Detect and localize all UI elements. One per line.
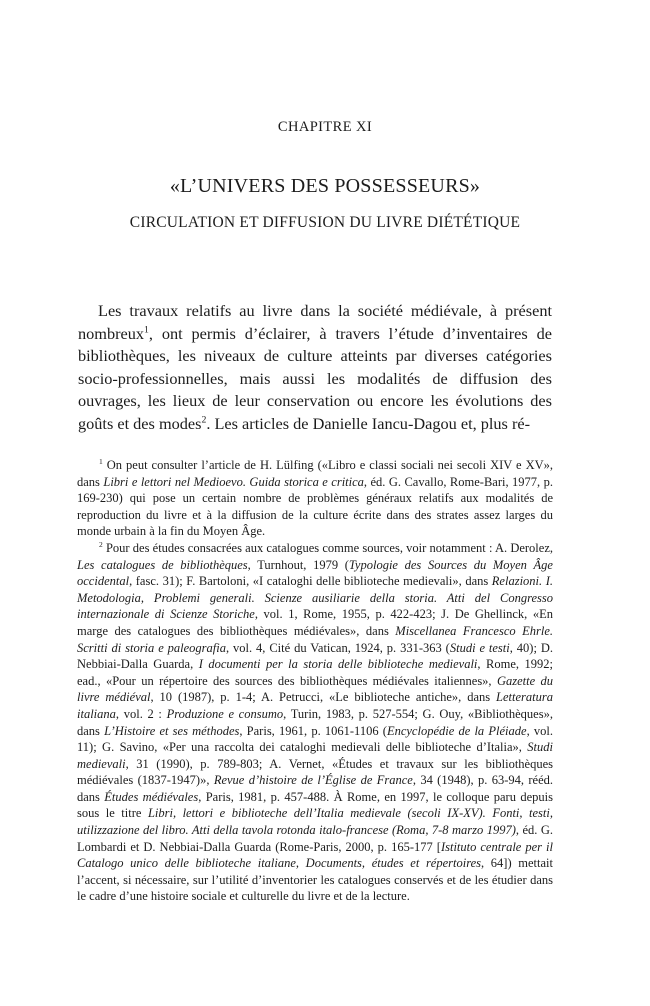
footnote-2-text: , Rome, 1992; ead., «Pour un répertoire des sources des bibliothèques médiévales italiennes», bbox=[77, 657, 553, 688]
footnote-2-text: , 40); D. Nebbiai-Dalla Guarda, bbox=[77, 640, 553, 672]
body-text-part-2: , ont permis d’éclairer, à travers l’étude d’inventaires de bibliothèques, les niveaux de culture atteints par diverses catégories socio-professionnelles, mais aussi les modalités de diffusion des ouvrages, les lieux de leur conservation ou encore les évolutions des goûts et des modes bbox=[78, 323, 552, 433]
footnote-2-title: Istituto centrale per il Catalogo unico delle biblioteche italiane, Documents, études et répertoires bbox=[77, 839, 554, 871]
footnote-2-title: I documenti per la storia delle biblioteche medievali bbox=[198, 657, 478, 672]
footnote-2-title: Revue d’histoire de l’Église de France bbox=[213, 773, 413, 788]
footnote-2-number: 2 bbox=[99, 539, 103, 549]
footnote-ref-1[interactable]: 1 bbox=[144, 324, 149, 336]
footnote-2-text: , vol. 11); G. Savino, «Per una raccolta dei cataloghi medievali delle biblioteche d’Italia», bbox=[77, 723, 553, 755]
footnote-2-text: , Paris, 1961, p. 1061-1106 ( bbox=[239, 723, 387, 738]
footnote-2-title: Produzione e consumo bbox=[166, 706, 284, 721]
footnote-2-text: , vol. 2 : bbox=[115, 706, 167, 721]
footnote-2-text: , 31 (1990), p. 789-803; A. Vernet, «Études et travaux sur les bibliothèques médiévales (1837-1947)», bbox=[77, 756, 553, 788]
footnote-2-title: Letteratura italiana bbox=[77, 690, 553, 721]
footnote-2-text: , vol. 1, Rome, 1955, p. 422-423; J. De Ghellinck, «En marge des catalogues des bibliothèques médiévales», dans bbox=[77, 607, 553, 638]
footnote-2-text: , vol. 4, Cité du Vatican, 1924, p. 331-363 ( bbox=[225, 640, 450, 655]
footnote-2-text: , 34 (1948), p. 63-94, rééd. dans bbox=[77, 773, 553, 804]
footnote-2-text: , Turin, 1983, p. 527-554; G. Ouy, «Bibliothèques», dans bbox=[77, 706, 553, 738]
chapter-subtitle: CIRCULATION ET DIFFUSION DU LIVRE DIÉTÉTIQUE bbox=[129, 214, 521, 231]
footnotes bbox=[77, 457, 553, 905]
footnote-2-title: Miscellanea Francesco Ehrle. Scritti di storia e paleografia bbox=[77, 623, 553, 655]
footnote-1-text-c: , éd. G. Cavallo, Rome-Bari, 1977, p. 169-230) qui pose un certain nombre de problèmes généraux relatifs aux modalités de reproduction du livre et à la diffusion de la culture écrite dans des strates assez larges du monde urbain à la fin du Moyen Âge. bbox=[77, 474, 553, 539]
body-text-part-3: . Les articles de Danielle Iancu-Dagou et, plus ré- bbox=[206, 413, 531, 433]
footnote-1-title: Libri e lettori nel Medioevo. Guida storica e critica bbox=[103, 474, 364, 489]
footnote-2-title: Studi e testi bbox=[449, 640, 510, 655]
footnote-2-text: , 64]) mettait l’accent, si nécessaire, sur l’utilité d’inventorier les catalogues conservés et de les étudier dans le cadre d’une histoire sociale et culturelle du livre et de la lecture. bbox=[77, 856, 553, 904]
footnote-2-text: , éd. G. Lombardi et D. Nebbiai-Dalla Guarda (Rome-Paris, 2000, p. 165-177 [ bbox=[77, 823, 553, 854]
footnote-2-text: , fasc. 31); F. Bartoloni, «I cataloghi delle biblioteche medievali», dans bbox=[129, 574, 492, 589]
footnote-2-title: Typologie des Sources du Moyen Âge occidental bbox=[77, 557, 553, 589]
footnote-2-title: Relazioni. I. Metodologia, Problemi generali. Scienze ausiliarie della storia. Atti del Congresso internazionale di Scienze Storiche bbox=[77, 574, 553, 622]
footnote-2-title: Les catalogues de bibliothèques bbox=[77, 557, 248, 572]
footnote-2 bbox=[77, 540, 553, 905]
footnote-2-title: Libri, lettori e biblioteche dell’Italia medievale (secoli IX-XV). Fonti, testi, utilizzazione del libro. Atti della tavola rotonda italo-francese (Roma, 7-8 marzo 1997) bbox=[77, 806, 553, 838]
footnote-ref-2[interactable]: 2 bbox=[201, 414, 207, 426]
footnote-1 bbox=[77, 457, 553, 540]
footnote-2-title: Gazette du livre médiéval bbox=[77, 673, 553, 705]
footnote-1-number: 1 bbox=[99, 456, 103, 466]
footnote-2-text: , Turnhout, 1979 ( bbox=[247, 557, 349, 572]
footnote-2-title: Études médiévales bbox=[104, 789, 199, 804]
footnote-1-text-a: On peut consulter l’article de H. Lülfing («Libro e classi sociali nei secoli XIV e XV», dans bbox=[77, 458, 554, 489]
footnote-2-title: L’Histoire et ses méthodes bbox=[104, 723, 240, 738]
body-text-part-1: Les travaux relatifs au livre dans la société médiévale, à présent nombreux bbox=[78, 301, 552, 343]
footnote-2-title: Studi medievali bbox=[77, 740, 553, 771]
footnote-2-title: Encyclopédie de la Pléiade bbox=[386, 723, 527, 738]
footnote-2-text: Pour des études consacrées aux catalogues comme sources, voir notamment : A. Derolez, bbox=[105, 540, 554, 555]
body-paragraph bbox=[78, 300, 552, 436]
footnote-2-text: , Paris, 1981, p. 457-488. À Rome, en 1997, le colloque paru depuis sous le titre bbox=[77, 789, 553, 821]
chapter-title: «L’UNIVERS DES POSSESSEURS» bbox=[169, 175, 481, 197]
footnote-2-text: , 10 (1987), p. 1-4; A. Petrucci, «Le biblioteche antiche», dans bbox=[150, 690, 497, 705]
chapter-number: CHAPITRE XI bbox=[277, 119, 373, 135]
